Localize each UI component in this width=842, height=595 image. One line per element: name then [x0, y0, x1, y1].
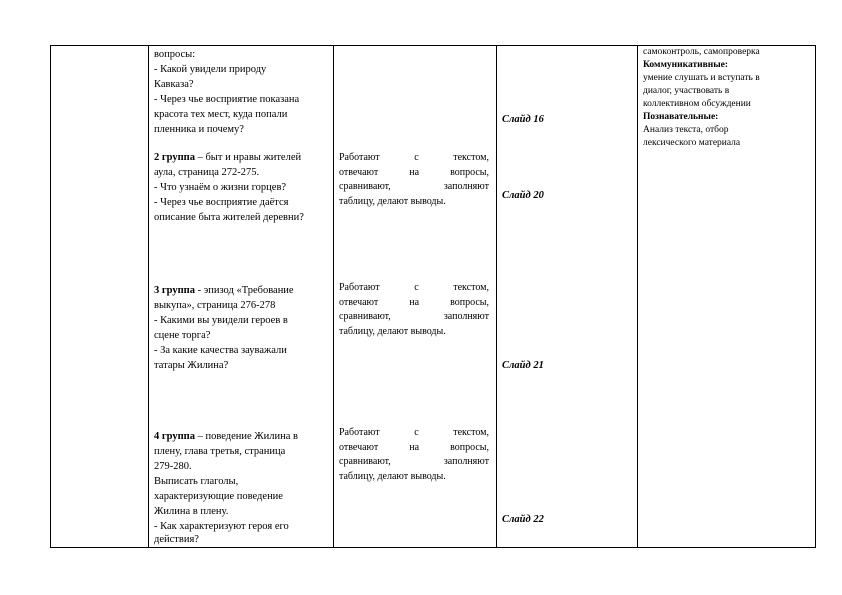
- word: вопросы,: [450, 441, 489, 453]
- table-col-border-3: [333, 45, 334, 548]
- text-line: лексического материала: [643, 138, 741, 148]
- table-col-border-5: [637, 45, 638, 548]
- activity-row: [339, 455, 489, 470]
- word: сравнивают,: [339, 181, 391, 192]
- word: на: [409, 441, 420, 453]
- student-activity-block: [339, 426, 489, 484]
- word: отвечают: [339, 166, 379, 178]
- text-span: - эпизод «Требование: [194, 285, 294, 296]
- text-line: [154, 151, 301, 166]
- text-line: Анализ текста, отбор: [643, 125, 729, 135]
- slide-reference: Слайд 20: [502, 190, 544, 201]
- text-line: - Через чье восприятие даётся: [154, 197, 289, 208]
- word: на: [409, 296, 420, 308]
- text-line: - Какими вы увидели героев в: [154, 315, 288, 326]
- word: заполняют: [443, 311, 489, 322]
- text-line: самоконтроль, самопроверка: [643, 47, 760, 57]
- activity-row: [339, 166, 489, 181]
- word: на: [409, 166, 420, 178]
- text-line: - Через чье восприятие показана: [154, 94, 300, 105]
- table-col-border-4: [496, 45, 497, 548]
- activity-row: таблицу, делают выводы.: [339, 470, 446, 482]
- activity-row: [339, 281, 489, 296]
- group-heading: 4 группа: [154, 431, 195, 442]
- text-line: характеризующие поведение: [154, 491, 283, 502]
- table-col-border-1: [50, 45, 51, 548]
- activity-row: таблицу, делают выводы.: [339, 325, 446, 337]
- word: сравнивают,: [339, 456, 391, 467]
- text-line: умение слушать и вступать в: [643, 73, 760, 83]
- text-line: диалог, участвовать в: [643, 86, 730, 96]
- activity-row: [339, 441, 489, 456]
- text-line: - За какие качества зауважали: [154, 345, 287, 356]
- word: вопросы,: [450, 166, 489, 178]
- text-line: Жилина в плену.: [154, 506, 229, 517]
- activity-row: [339, 151, 489, 166]
- text-line: - Что узнаём о жизни горцев?: [154, 182, 287, 193]
- word: текстом,: [453, 152, 489, 163]
- word: сравнивают,: [339, 311, 391, 322]
- slide-reference: Слайд 21: [502, 360, 544, 371]
- text-line: выкупа», страница 276-278: [154, 300, 276, 311]
- text-line: Коммуникативные:: [643, 60, 728, 70]
- table-col-border-2: [148, 45, 149, 548]
- word: Работают: [339, 152, 380, 163]
- text-line: коллективном обсуждении: [643, 99, 751, 109]
- activity-row: таблицу, делают выводы.: [339, 195, 446, 207]
- text-line: аула, страница 272-275.: [154, 167, 260, 178]
- word: Работают: [339, 282, 380, 293]
- slide-reference: Слайд 22: [502, 514, 544, 525]
- activity-row: [339, 310, 489, 325]
- group-heading: 3 группа: [154, 285, 195, 296]
- text-line: - Как характеризуют героя его: [154, 521, 289, 532]
- word: с: [414, 282, 419, 293]
- text-line: сцене торга?: [154, 330, 211, 341]
- text-line: красота тех мест, куда попали: [154, 109, 288, 120]
- word: заполняют: [443, 456, 489, 467]
- text-line: - Какой увидели природу: [154, 64, 267, 75]
- text-line: 279-280.: [154, 461, 192, 472]
- word: отвечают: [339, 296, 379, 308]
- group-heading: 2 группа: [154, 152, 195, 163]
- word: текстом,: [453, 282, 489, 293]
- table-col-border-6: [815, 45, 816, 548]
- activity-row: [339, 426, 489, 441]
- text-line: [154, 284, 294, 299]
- activity-row: [339, 296, 489, 311]
- word: с: [414, 152, 419, 163]
- word: вопросы,: [450, 296, 489, 308]
- student-activity-block: [339, 281, 489, 339]
- word: Работают: [339, 427, 380, 438]
- word: текстом,: [453, 427, 489, 438]
- word: заполняют: [443, 181, 489, 192]
- table-top-border: [50, 45, 816, 46]
- word: отвечают: [339, 441, 379, 453]
- text-line: плену, глава третья, страница: [154, 446, 286, 457]
- text-line: пленника и почему?: [154, 124, 244, 135]
- slide-reference: Слайд 16: [502, 114, 544, 125]
- text-line: Кавказа?: [154, 79, 194, 90]
- text-line: татары Жилина?: [154, 360, 229, 371]
- text-line: действия?: [154, 534, 199, 545]
- text-line: вопросы:: [154, 49, 196, 60]
- text-span: – быт и нравы жителей: [194, 152, 302, 163]
- text-line: Выписать глаголы,: [154, 476, 239, 487]
- text-line: Познавательные:: [643, 112, 719, 122]
- word: с: [414, 427, 419, 438]
- activity-row: [339, 180, 489, 195]
- text-line: описание быта жителей деревни?: [154, 212, 304, 223]
- text-span: – поведение Жилина в: [194, 431, 299, 442]
- student-activity-block: [339, 151, 489, 209]
- text-line: [154, 430, 298, 445]
